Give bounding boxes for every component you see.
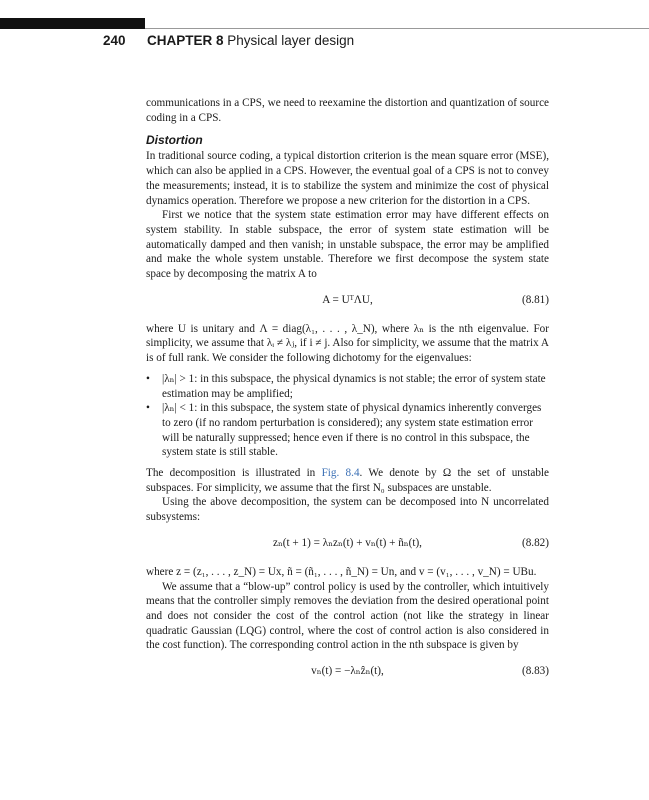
where-paragraph-1: where U is unitary and Λ = diag(λ₁, . . . , λ_N), where λₙ is the nth eigenvalue. For simplicity, we assume that λᵢ ≠ λⱼ, if i ≠ j. Also for simplicity, we assume that the matrix A is of full rank. We consider the following dichotomy for the eigenvalues: bbox=[146, 322, 549, 365]
equation-number: (8.82) bbox=[521, 536, 549, 549]
running-header bbox=[0, 33, 649, 53]
list-item-text: |λₙ| > 1: in this subspace, the physical dynamics is not stable; the error of system state estimation may be amplified; bbox=[162, 372, 546, 400]
equation-8-83 bbox=[146, 664, 549, 682]
equation-number: (8.81) bbox=[521, 293, 549, 306]
distortion-paragraph-2: First we notice that the system state estimation error may have different effects on system stability. In stable subspace, the error of system state estimation will be automatically damped and then vanish; in unstable subspace, the error may be amplified and make the whole system unstable. Therefore we first decompose the system state space by decomposing the matrix A to bbox=[146, 209, 549, 281]
equation-number: (8.83) bbox=[521, 665, 549, 678]
using-paragraph: Using the above decomposition, the system can be decomposed into N uncorrelated subsystems: bbox=[146, 496, 549, 524]
distortion-paragraph-1: In traditional source coding, a typical distortion criterion is the mean square error (MSE), which can also be applied in a CPS. However, the eventual goal of a CPS is not to convey the measurements; instead, it is to stabilize the system and minimize the cost of physical dynamics operation. Therefore we propose a new criterion for the distortion in a CPS. bbox=[146, 150, 549, 207]
where-paragraph-2: where z = (z₁, . . . , z_N) = Ux, ñ = (ñ₁, . . . , ñ_N) = Un, and v = (v₁, . . . , v_N) = UBu. bbox=[146, 565, 537, 578]
list-item bbox=[146, 372, 549, 401]
chapter-label: CHAPTER 8 bbox=[147, 33, 224, 48]
figure-link[interactable]: Fig. 8.4 bbox=[321, 467, 360, 480]
equation-8-82 bbox=[146, 536, 549, 554]
equation-expression: A = UᵀΛU, bbox=[322, 293, 373, 306]
decomposition-paragraph bbox=[146, 466, 549, 495]
header-rule bbox=[145, 28, 649, 29]
bullet-icon: • bbox=[146, 372, 150, 385]
eigenvalue-list bbox=[146, 372, 549, 460]
header-bar bbox=[0, 18, 145, 29]
equation-expression: zₙ(t + 1) = λₙzₙ(t) + vₙ(t) + ñₙ(t), bbox=[273, 536, 422, 549]
text-span: The decomposition is illustrated in bbox=[146, 467, 322, 480]
page-number: 240 bbox=[103, 33, 126, 48]
intro-paragraph: communications in a CPS, we need to reexamine the distortion and quantization of source coding in a CPS. bbox=[146, 97, 549, 124]
equation-expression: vₙ(t) = −λₙẑₙ(t), bbox=[311, 665, 384, 678]
text-span: . We denote by Ω the set of unstable subspaces. For simplicity, we assume that the first N₀ subspaces are unstable. bbox=[146, 467, 549, 494]
chapter-name: Physical layer design bbox=[227, 33, 355, 48]
equation-8-81 bbox=[146, 293, 549, 311]
list-item-text: |λₙ| < 1: in this subspace, the system state of physical dynamics inherently converges to zero (if no random perturbation is considered); any system state estimation error will be naturally suppressed; hence even if there is no control in this subspace, the system state is still stable. bbox=[162, 402, 542, 459]
bullet-icon: • bbox=[146, 402, 150, 415]
section-heading: Distortion bbox=[146, 133, 203, 148]
chapter-title bbox=[147, 33, 354, 48]
list-item bbox=[146, 401, 549, 460]
page-body bbox=[146, 96, 549, 693]
blowup-paragraph: We assume that a “blow-up” control policy is used by the controller, which intuitively means that the controller simply removes the deviation from the desired operational point and does not consider the cost of the control action (not like the strategy in linear quadratic Gaussian (LQG) control, where the cost of control action is also considered in the cost function). The corresponding control action in the nth subspace is given by bbox=[146, 580, 549, 652]
